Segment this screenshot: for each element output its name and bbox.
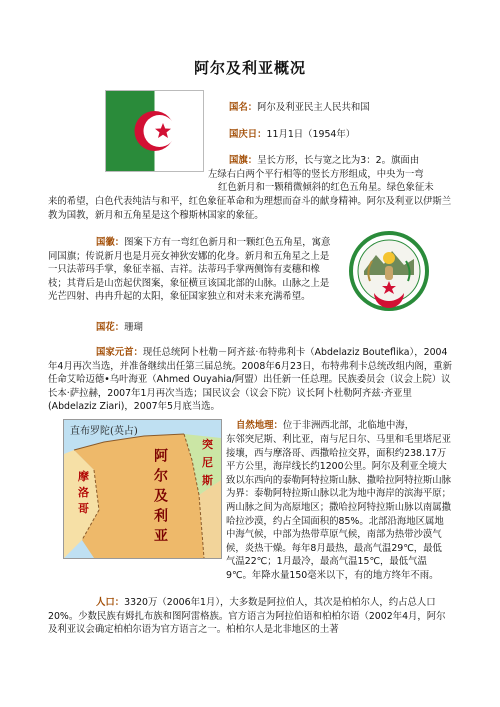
geography-line1-text: 位于非洲西北部，北临地中海， — [282, 420, 415, 431]
emblem-desc-text: 图案下方有一弯红色新月和一颗红色五角星，寓意同国旗；传说新月也是月亮女神狄安娜的化身。新月和五角星之上是一只法蒂玛手掌，象征幸福、吉祥。法蒂玛手掌两侧饰有麦穗和橡枝；其背后是山峦起伏图案，象征横亘该国北部的山脉。山脉之上是光芒四射、冉冉升起的太阳，象征国家独立和对未来充满希望。 — [48, 237, 331, 303]
flag-desc-rest: 来的希望，白色代表纯洁与和平，红色象征革命和为理想而奋斗的献身精神。阿尔及利亚以伊斯兰教为国教，新月和五角星是这个穆斯林国家的象征。 — [48, 196, 452, 221]
map-country-name: 阿尔及利亚 — [152, 448, 168, 548]
map-label-tu: 突 — [202, 438, 213, 451]
country-name-label: 国名： — [229, 102, 258, 113]
map-label-ni: 尼 — [202, 456, 213, 469]
map-label-si: 斯 — [202, 474, 213, 487]
geography-line1 — [236, 419, 451, 433]
national-flower-label: 国花： — [96, 322, 125, 333]
population — [48, 596, 453, 637]
national-day-label: 国庆日： — [229, 129, 267, 140]
map-label-luo: 洛 — [78, 486, 89, 499]
geography-text: 东邻突尼斯、利比亚，南与尼日尔、马里和毛里塔尼亚接壤，西与摩洛哥、西撒哈拉交界，面积约238.17万平方公里，海岸线长约1200公里。阿尔及利亚全境大致以东西向的泰勒阿特拉斯山脉、撒哈拉阿特拉斯山脉为界：泰勒阿特拉斯山脉以北为地中海岸的滨海平原；两山脉之间为高原地区；撒哈拉阿特拉斯山脉以南属撒哈拉沙漠，约占全国面积的85%。北部沿海地区属地中海气候，中部为热带草原气候，南部为热带沙漠气候，炎热干燥。每年8月最热，最高气温29℃，最低气温22℃；1月最冷，最高气温15℃，最低气温9℃。年降水量150毫米以下，有的地方终年不雨。 — [226, 434, 452, 581]
flag-desc-text1: 呈长方形，长与宽之比为3：2。旗面由 — [257, 155, 420, 166]
head-of-state — [48, 346, 453, 414]
national-day-line — [229, 128, 355, 142]
map-label-ge: 哥 — [78, 502, 89, 515]
flag-desc-label: 国旗： — [229, 155, 258, 166]
page-title: 阿尔及利亚概况 — [193, 59, 306, 77]
national-flower-line — [96, 321, 143, 335]
flag-desc-line3: 红色新月和一颗稍微倾斜的红色五角星。绿色象征未 — [218, 182, 434, 193]
algeria-flag-image — [105, 90, 204, 172]
national-emblem-image — [334, 231, 444, 312]
country-name-value: 阿尔及利亚民主人民共和国 — [257, 102, 370, 113]
emblem-desc-label: 国徽： — [96, 237, 125, 248]
algeria-map-image — [63, 419, 222, 559]
map-label-gibraltar: 直布罗陀(英占) — [70, 426, 138, 437]
geography-label: 自然地理： — [236, 420, 283, 431]
flag-desc-line2: 左绿右白两个平行相等的竖长方形组成，中央为一弯 — [208, 169, 424, 180]
population-label: 人口： — [96, 597, 125, 608]
flag-desc-line1 — [229, 154, 449, 168]
national-day-value: 11月1日（1954年） — [266, 129, 356, 140]
country-name-line — [229, 101, 370, 115]
map-label-mo: 摩 — [78, 470, 89, 483]
population-text: 3320万（2006年1月），大多数是阿拉伯人，其次是柏柏尔人，约占总人口20%。少数民族有姆扎布族和图阿雷格族。官方语言为阿拉伯语和柏柏尔语（2002年4月，阿尔及利亚议会确定柏柏尔语为官方语言之一。柏柏尔人是北非地区的土著 — [48, 597, 446, 636]
emblem-desc — [48, 236, 338, 304]
head-of-state-label: 国家元首： — [96, 347, 143, 358]
head-of-state-text: 现任总统阿卜杜勒－阿齐兹·布特弗利卡（Abdelaziz Bouteflika），2004年4月再次当选，并准备继续出任第三届总统。2008年6月23日，布特弗利卡总统改组内阁，重新任命艾哈迈德•乌叶海亚（Ahmed Ouyahia/阿盟）出任新一任总理。民族委员会（议会上院）议长本·萨拉赫，2007年1月再次当选；国民议会（议会下院）议长阿卜杜勒阿齐兹·齐亚里(Abdelaziz Ziari)，2007年5月底当选。 — [48, 347, 452, 413]
national-flower-value: 珊瑚 — [124, 322, 143, 333]
